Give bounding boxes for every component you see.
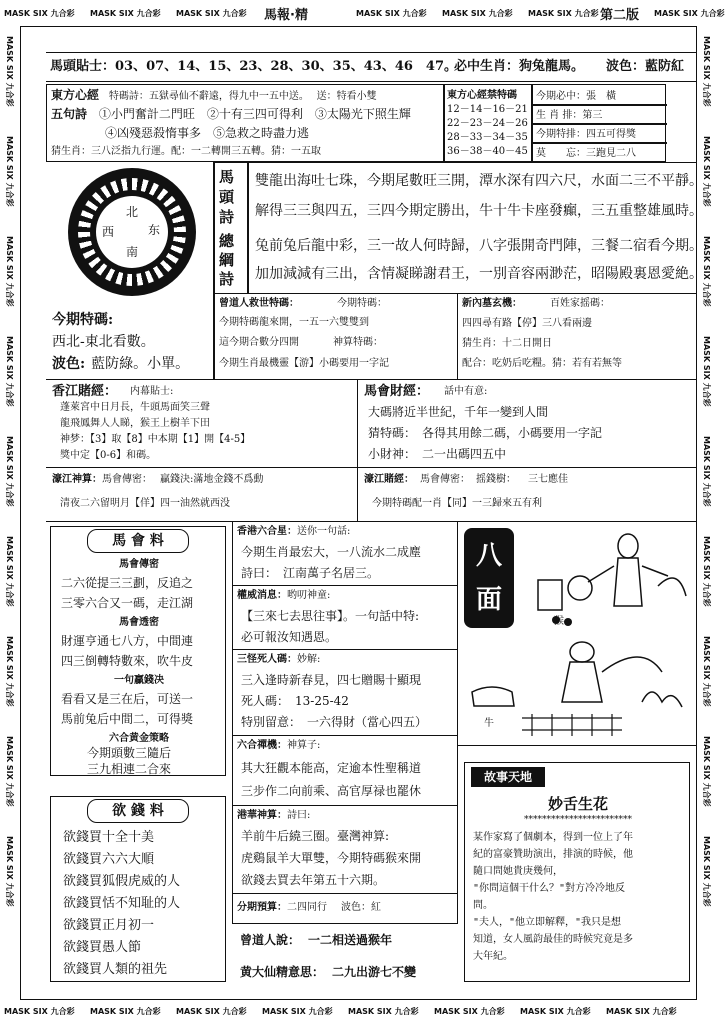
border-text-r7: MASK SIX 九合彩 xyxy=(702,636,711,707)
numbers-label: 馬頭貼士： xyxy=(50,59,116,74)
hk-god-sub-2: 贏錢決: xyxy=(160,474,194,485)
hk-god-line-1: 清夜二六留明月【佯】四一油然就西没 xyxy=(60,498,230,509)
east-list-row-1: 12－14－16－21 xyxy=(447,104,528,115)
want-money-box xyxy=(50,796,226,982)
wave-value: 藍防紅 xyxy=(645,59,685,74)
want-money-item-5: 欲錢買正月初一 xyxy=(63,918,155,933)
story-title: 故事天地 xyxy=(471,767,545,787)
period-value: 二四同行 xyxy=(287,902,327,913)
top-border xyxy=(0,0,725,26)
border-text-5: MASK SIX 九合彩 xyxy=(442,9,513,18)
treasure-box xyxy=(458,294,696,380)
compass-east: 东 xyxy=(148,223,161,237)
today-rank-label: 生 肖 排： xyxy=(536,110,583,121)
east-special-label: 特碼詩： xyxy=(108,91,149,102)
border-text-l2: MASK SIX 九合彩 xyxy=(5,136,14,207)
total-poem-box xyxy=(214,230,703,294)
hk-lotto-sub: 送你一句話: xyxy=(297,526,351,537)
six-zen-line-2: 三步作二向前乘、高官厚禄也罷休 xyxy=(241,784,422,798)
yellow-fairy-label: 黄大仙精意思： xyxy=(240,965,325,979)
saint-col-title: 今期特碼： xyxy=(337,298,387,309)
total-poem-line-1: 兔前兔后龍中彩，三一故人何時歸，八字張開奇門陣，三餐二宿看今期。 xyxy=(255,238,703,254)
story-line-3: 隨口問她貴庚幾何， xyxy=(473,866,563,877)
hk-gamble2-line-1: 今期特碼配一肖【同】一三歸來五有利 xyxy=(372,498,542,509)
border-text-3: MASK SIX 九合彩 xyxy=(176,9,247,18)
header-title: 馬報·精 xyxy=(264,8,308,23)
treasure-title-2: 百姓家摇碼： xyxy=(550,298,610,309)
want-money-title: 欲 錢 料 xyxy=(87,799,189,823)
saint-line-2-pre: 這 xyxy=(219,337,229,348)
hk-gamble-line-4: 獎中定【0-6】和碼。 xyxy=(60,450,157,461)
six-zen-box xyxy=(232,736,458,806)
today-special-label: 今期特排： xyxy=(536,129,586,140)
guess-line: 猜生肖：三八泛指九行運。配：一二轉開三五轉。猜：一五取 xyxy=(51,146,321,157)
hk-god-title: 濠江神算： xyxy=(52,474,102,485)
horse-material-title: 馬 會 料 xyxy=(87,529,189,553)
today-rank-value: 第三 xyxy=(582,110,603,121)
story-line-2: 紀的富豪贊助演出，排演的時候，他 xyxy=(473,849,633,860)
hk-prophecy-sub: 詩曰: xyxy=(287,810,311,821)
hk-gamble-box xyxy=(46,380,358,468)
treasure-line-1: 四四尋有路【停】三八看兩邊 xyxy=(462,318,592,329)
border-text-6: MASK SIX 九合彩 xyxy=(528,9,599,18)
hk-gamble2-sub-2: 摇錢樹： xyxy=(476,474,516,485)
six-zen-sub: 神算子: xyxy=(287,740,321,751)
head-poem-title: 馬頭詩 xyxy=(219,168,235,226)
hk-lotto-title: 香港六合星： xyxy=(237,526,297,537)
compass-box xyxy=(46,162,214,310)
period-wave: 波色：紅 xyxy=(341,902,381,913)
saint-box xyxy=(214,294,458,380)
east-list-title: 東方心經禁特碼 xyxy=(447,90,517,101)
head-poem-line-2: 解得三三與四五，三四今期定勝出，牛十牛卡座發癲，三五重整雄風時。 xyxy=(255,203,703,219)
border-text-r4: MASK SIX 九合彩 xyxy=(702,336,711,407)
saint-god-label: 神算特碼： xyxy=(333,337,383,348)
border-text-l3: MASK SIX 九合彩 xyxy=(5,236,14,307)
border-text-b1: MASK SIX 九合彩 xyxy=(4,1007,75,1016)
five-line-1: ①小門奮計二門旺 ②十有三四可得利 ③太陽光下照生輝 xyxy=(98,107,411,121)
compass-wheel-outer xyxy=(68,168,196,296)
special-code-box xyxy=(46,308,214,380)
hk-gamble2-box xyxy=(358,468,696,522)
yellow-fairy-text: 二九出游七不變 xyxy=(332,965,417,979)
border-text-r3: MASK SIX 九合彩 xyxy=(702,236,711,307)
story-line-8: 大年紀。 xyxy=(473,951,513,962)
farmer-illustration xyxy=(462,632,692,742)
zodiac-label: 必中生肖： xyxy=(454,59,520,74)
saint-says-label: 曾道人說： xyxy=(240,933,301,947)
hk-prophecy-line-2: 虎鷄鼠羊大單雙，今期特碼猴來開 xyxy=(241,851,422,865)
hk-gamble-sub: 内幕貼士: xyxy=(130,386,174,397)
three-fish-sub: 妙解: xyxy=(297,654,321,665)
border-text-2: MASK SIX 九合彩 xyxy=(90,9,161,18)
ox-label: 牛 xyxy=(484,718,494,729)
horse-secret-title: 馬會傳密 xyxy=(119,559,159,570)
period-box xyxy=(232,894,458,924)
hk-lotto-line-2: 詩曰： 江南萬子名居三。 xyxy=(241,566,380,580)
hk-gamble2-text: 三七應佳 xyxy=(528,474,568,485)
news-box xyxy=(232,586,458,650)
compass-north: 北 xyxy=(126,205,139,219)
border-text-b4: MASK SIX 九合彩 xyxy=(262,1007,333,1016)
compass-south: 南 xyxy=(126,245,139,259)
east-list-row-4: 36－38－40－45 xyxy=(447,146,528,157)
east-list-box xyxy=(444,84,532,162)
story-heading: 妙舌生花 xyxy=(547,795,608,813)
compass-west: 西 xyxy=(102,225,115,239)
news-title: 權威消息： xyxy=(237,590,287,601)
border-text-b8: MASK SIX 九合彩 xyxy=(606,1007,677,1016)
saint-line-3: 今期生肖最機靈【游】小碼要用一字記 xyxy=(219,358,389,369)
story-box xyxy=(464,762,690,982)
head-poem-box xyxy=(214,162,703,232)
numbers-value: 03、07、14、15、23、28、30、35、43、46 47。 xyxy=(115,59,458,74)
three-fish-title: 三怪死人碼： xyxy=(237,654,297,665)
hk-god-text: 滿地金錢不爲動 xyxy=(193,474,264,485)
wave-label: 波色： xyxy=(606,59,646,74)
five-line-2: ④凶殘惡殺惰事多 ⑤急救之時盡力逃 xyxy=(105,126,310,140)
horse-secret-a2: 三零六合又一碼，走江湖 xyxy=(61,596,194,610)
border-text-l5: MASK SIX 九合彩 xyxy=(5,436,14,507)
gold-strategy-d2: 三九相連二合來 xyxy=(87,762,172,776)
horse-secret-a1: 二六從提三三劃，反追之 xyxy=(61,576,194,590)
border-text-r9: MASK SIX 九合彩 xyxy=(702,836,711,907)
story-line-1: 某作家寫了個劇本，得到一位上了年 xyxy=(473,832,633,843)
border-text-l6: MASK SIX 九合彩 xyxy=(5,536,14,607)
hk-gamble-line-2: 龍飛鳳舞人人睇，猴王上樹羊下田 xyxy=(60,418,210,429)
treasure-line-2: 猜生肖：十二日開日 xyxy=(462,338,552,349)
today-must-label: 今期必中： xyxy=(536,91,586,102)
border-text-l8: MASK SIX 九合彩 xyxy=(5,736,14,807)
hk-gamble-line-1: 蓬萊宮中日月長，牛頭馬面笑三聲 xyxy=(60,402,210,413)
five-label: 五句詩 xyxy=(51,107,88,121)
border-text-1: MASK SIX 九合彩 xyxy=(4,9,75,18)
border-text-l1: MASK SIX 九合彩 xyxy=(5,36,14,107)
today-must-value: 張 橫 xyxy=(586,91,616,102)
hk-gamble-title: 香江賭經： xyxy=(52,384,118,399)
east-list-row-3: 28－33－34－35 xyxy=(447,132,528,143)
border-text-l9: MASK SIX 九合彩 xyxy=(5,836,14,907)
special-wave-label: 波色: xyxy=(52,356,86,372)
eight-money-box xyxy=(458,522,696,746)
horse-money-line-2: 猜特碼： 各得其用餘二碼，小碼要用一字記 xyxy=(368,426,603,440)
story-line-6: "夫人，"他立即解釋，"我只是想 xyxy=(473,917,622,928)
six-zen-title: 六合禪機： xyxy=(237,740,287,751)
want-money-item-6: 欲錢買愚人節 xyxy=(63,940,142,955)
total-poem-line-2: 加加減減有三出，含情凝睇謝君王，一別音容兩渺茫，昭陽殿裏恩愛絶。 xyxy=(255,266,703,282)
east-special-text: 五獄尋仙不辭遠，得九中一五中送。 xyxy=(148,91,309,102)
east-send: 送：特看小雙 xyxy=(316,91,377,102)
want-money-item-7: 欲錢買人類的祖先 xyxy=(63,962,168,977)
story-line-4: "你問這個干什么？"對方冷冷地反 xyxy=(473,883,626,894)
hk-god-box xyxy=(46,468,358,522)
story-stars: ************************ xyxy=(524,815,632,825)
three-fish-line-1: 三入逢時新春見，四七贈賜十顯現 xyxy=(241,673,422,687)
today-forget-label: 莫 忘： xyxy=(536,148,586,159)
saint-title: 曾道人救世特碼： xyxy=(219,298,299,309)
hk-prophecy-box xyxy=(232,806,458,894)
saint-line-2: 今期合數分四開 xyxy=(229,337,299,348)
today-forget-value: 三跑見二八 xyxy=(586,148,636,159)
want-money-item-4: 欲錢買恬不知耻的人 xyxy=(63,896,181,911)
three-fish-line-3: 特別留意： 一六得財（當心四五） xyxy=(241,715,428,729)
treasure-title: 新內墓玄機： xyxy=(462,298,522,309)
hk-gamble-line-3: 神梦：【3】取【8】中本期【1】開【4-5】 xyxy=(60,434,251,445)
east-list-row-2: 22－23－24－26 xyxy=(447,118,528,129)
horse-leak-b2: 四三倒轉特數來，吹牛皮 xyxy=(61,654,194,668)
horse-material-box xyxy=(50,526,226,776)
zodiac-value: 狗兔龍馬。 xyxy=(519,59,585,74)
gold-strategy-title: 六合黄金策略 xyxy=(109,733,169,744)
border-text-4: MASK SIX 九合彩 xyxy=(356,9,427,18)
horse-money-box xyxy=(358,380,696,468)
win-phrase-title: 一句贏錢决 xyxy=(114,675,164,686)
six-zen-line-1: 其大狂觀本能高，定逾本性聖稱道 xyxy=(241,761,422,775)
total-poem-title: 總綱詩 xyxy=(219,232,235,288)
saint-says-row xyxy=(240,930,392,950)
border-text-l7: MASK SIX 九合彩 xyxy=(5,636,14,707)
want-money-item-2: 欲錢買六六大順 xyxy=(63,852,155,867)
win-phrase-c1: 看看又是三在后，可送一 xyxy=(61,692,194,706)
border-text-r8: MASK SIX 九合彩 xyxy=(702,736,711,807)
horse-money-sub: 話中有意: xyxy=(444,386,488,397)
horse-money-title: 馬會財經： xyxy=(364,384,430,399)
hk-lotto-line-1: 今期生肖最宏大，一八流水二成塵 xyxy=(241,545,422,559)
hk-prophecy-title: 港華神算： xyxy=(237,810,287,821)
special-code-title: 今期特碼: xyxy=(52,312,114,328)
hk-god-sub: 馬會傳密： xyxy=(102,474,152,485)
horse-leak-b1: 財運亨通七八方，中間連 xyxy=(61,634,194,648)
border-text-r1: MASK SIX 九合彩 xyxy=(702,36,711,107)
hk-prophecy-line-3: 欲錢去買去年第五十六期。 xyxy=(241,873,386,887)
special-wave-value: 藍防綠。小單。 xyxy=(91,356,190,372)
edition-label: 第二版 xyxy=(600,8,640,23)
east-sutra-box xyxy=(46,84,444,162)
gold-strategy-d1: 今期頭數三隨后 xyxy=(87,746,172,760)
merchant-illustration xyxy=(518,526,692,630)
want-money-item-1: 欲錢買十全十美 xyxy=(63,830,155,845)
border-text-b5: MASK SIX 九合彩 xyxy=(348,1007,419,1016)
border-text-7: MASK SIX 九合彩 xyxy=(654,9,725,18)
treasure-line-3: 配合：吃奶后吃糧。猜：若有若無等 xyxy=(462,358,622,369)
border-text-b2: MASK SIX 九合彩 xyxy=(90,1007,161,1016)
border-text-r5: MASK SIX 九合彩 xyxy=(702,436,711,507)
border-text-l4: MASK SIX 九合彩 xyxy=(5,336,14,407)
border-text-b7: MASK SIX 九合彩 xyxy=(520,1007,591,1016)
news-line-1: 【三來七去思往事】。一句話中特: xyxy=(241,609,420,623)
horse-money-line-3: 小財神： 二一出碼四五中 xyxy=(368,447,507,461)
border-text-r2: MASK SIX 九合彩 xyxy=(702,136,711,207)
border-text-b6: MASK SIX 九合彩 xyxy=(434,1007,505,1016)
border-text-r6: MASK SIX 九合彩 xyxy=(702,536,711,607)
bottom-border xyxy=(0,1000,717,1024)
hk-gamble2-title: 濠江賭經： xyxy=(364,474,414,485)
hk-gamble2-sub: 馬會傳密： xyxy=(420,474,470,485)
story-line-7: 知道，女人風韵最佳的時候究竟是多 xyxy=(473,934,633,945)
eight-money-badge xyxy=(464,528,514,703)
win-phrase-c2: 馬前兔后中間二，可得獎 xyxy=(61,712,194,726)
horse-leak-title: 馬會透密 xyxy=(119,617,159,628)
news-sub: 哟叨神童: xyxy=(287,590,331,601)
special-code-text: 西北-東北看數。 xyxy=(52,334,155,350)
today-special-value: 四五可得獎 xyxy=(586,129,636,140)
horse-money-line-1: 大碼將近半世紀，千年一變到人間 xyxy=(368,405,549,419)
left-border xyxy=(0,26,20,1000)
three-fish-line-2: 死人碼： 13-25-42 xyxy=(241,694,349,708)
saint-says-text: 一二相送過猴年 xyxy=(308,933,393,947)
period-title: 分期預算： xyxy=(237,902,287,913)
eight-money-title: 八面财源 xyxy=(475,541,502,703)
story-line-5: 問。 xyxy=(473,900,493,911)
hk-prophecy-line-1: 羊前牛后繞三圈。臺灣神算: xyxy=(241,829,390,843)
head-poem-line-1: 雙龍出海吐七珠，今期尾數旺三開，潭水深有四六尺，水面二三不平靜。 xyxy=(255,173,703,189)
saint-line-1: 今期特碼龍來開，一五一六雙雙到 xyxy=(219,317,369,328)
monkey-label: 猴 xyxy=(554,616,564,627)
east-title: 東方心經 xyxy=(51,88,100,102)
border-text-b3: MASK SIX 九合彩 xyxy=(176,1007,247,1016)
want-money-item-3: 欲錢買狐假虎威的人 xyxy=(63,874,181,889)
today-box xyxy=(532,84,666,162)
top-numbers-bar xyxy=(46,52,696,82)
three-fish-box xyxy=(232,650,458,736)
hk-lotto-box xyxy=(232,522,458,586)
yellow-fairy-row xyxy=(240,962,416,982)
news-line-2: 必可報汝知遇恩。 xyxy=(241,630,338,644)
